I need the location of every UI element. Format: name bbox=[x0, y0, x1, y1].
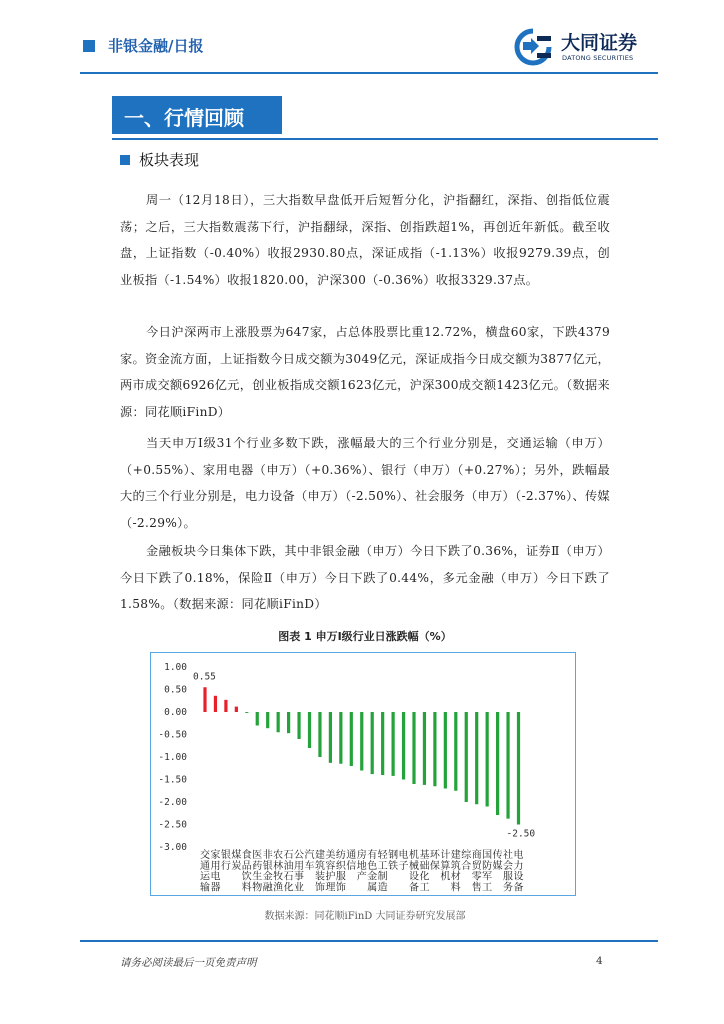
x-tick-label: 房地产 bbox=[356, 850, 367, 883]
bar-7 bbox=[266, 712, 269, 728]
x-tick-label: 机械设备 bbox=[409, 850, 419, 894]
bar-23 bbox=[433, 712, 436, 786]
bar-31 bbox=[517, 712, 520, 825]
data-label: 0.55 bbox=[193, 671, 216, 683]
x-tick-label: 石油石化 bbox=[283, 850, 294, 894]
y-tick-label: -0.50 bbox=[158, 729, 187, 741]
x-tick-label: 建筑材料 bbox=[450, 850, 461, 894]
bar-14 bbox=[339, 712, 342, 764]
subsection-square-icon bbox=[120, 155, 130, 165]
x-tick-label: 通信 bbox=[346, 850, 357, 872]
bar-22 bbox=[423, 712, 426, 785]
y-tick-label: -1.50 bbox=[158, 774, 187, 786]
bar-25 bbox=[454, 712, 457, 791]
bar-2 bbox=[214, 696, 217, 712]
x-tick-label: 综合 bbox=[461, 850, 472, 872]
header-square-icon bbox=[83, 40, 95, 52]
x-tick-label: 家用电器 bbox=[210, 850, 221, 894]
y-tick-label: 0.00 bbox=[164, 707, 187, 718]
bar-1 bbox=[203, 687, 206, 712]
x-tick-label: 基础化工 bbox=[419, 850, 430, 894]
footer-divider bbox=[80, 940, 658, 942]
y-tick-label: 0.50 bbox=[164, 684, 187, 696]
subsection-title: 板块表现 bbox=[139, 151, 200, 169]
industry-change-chart bbox=[150, 652, 576, 896]
x-tick-label: 建筑装饰 bbox=[314, 850, 325, 894]
x-tick-label: 传媒 bbox=[492, 850, 503, 872]
figure-title: 图表 1 申万Ⅰ级行业日涨跌幅（%） bbox=[278, 630, 452, 643]
x-tick-label: 交通运输 bbox=[200, 850, 210, 894]
bar-18 bbox=[381, 712, 384, 775]
bar-11 bbox=[308, 712, 311, 748]
x-tick-label: 银行 bbox=[220, 850, 231, 872]
x-tick-label: 非银金融 bbox=[262, 850, 273, 894]
x-tick-label: 美容护理 bbox=[325, 850, 336, 894]
x-tick-label: 社会服务 bbox=[503, 850, 514, 894]
bar-27 bbox=[475, 712, 478, 804]
bar-30 bbox=[506, 712, 509, 819]
data-label: -2.50 bbox=[506, 828, 536, 840]
bar-26 bbox=[465, 712, 468, 802]
x-tick-label: 计算机 bbox=[440, 850, 451, 883]
y-tick-label: -3.00 bbox=[158, 842, 187, 853]
paragraph-financial-sector: 金融板块今日集体下跌，其中非银金融（申万）今日下跌了0.36%，证券Ⅱ（申万）今日下跌了0.18%，保险Ⅱ（申万）今日下跌了0.44%，多元金融（申万）今日下跌了1.58%。（数据来源：同花顺iFinD） bbox=[120, 544, 610, 612]
bar-9 bbox=[287, 712, 290, 733]
bar-6 bbox=[256, 712, 259, 726]
bar-8 bbox=[277, 712, 280, 732]
y-tick-label: 1.00 bbox=[164, 662, 187, 673]
y-tick-label: -2.50 bbox=[158, 819, 187, 831]
x-tick-label: 医药生物 bbox=[252, 850, 263, 894]
bar-3 bbox=[224, 700, 227, 712]
bar-10 bbox=[297, 712, 300, 739]
paragraph-industry-moves: 当天申万Ⅰ级31个行业多数下跌，涨幅最大的三个行业分别是，交通运输（申万）（+0.55%）、家用电器（申万）（+0.36%）、银行（申万）（+0.27%）；另外，跌幅最大的三个行业分别是，电力设备（申万）（-2.50%）、社会服务（申万）（-2.37%）、传媒（-2.29%）。 bbox=[120, 436, 610, 530]
y-tick-label: -1.00 bbox=[158, 752, 187, 763]
section-divider bbox=[112, 138, 658, 140]
brand-logo bbox=[511, 26, 661, 68]
figure-source: 数据来源：同花顺iFinD 大同证券研究发展部 bbox=[264, 911, 466, 922]
bar-13 bbox=[329, 712, 332, 763]
x-tick-label: 农林牧渔 bbox=[273, 850, 284, 894]
header-divider bbox=[80, 72, 658, 74]
x-tick-label: 有色金属 bbox=[367, 850, 378, 894]
page-number: 4 bbox=[596, 955, 603, 967]
report-category: 非银金融/日报 bbox=[108, 37, 204, 55]
footer-disclaimer: 请务必阅读最后一页免责声明 bbox=[120, 957, 257, 969]
bar-19 bbox=[392, 712, 395, 776]
x-tick-label: 煤炭 bbox=[231, 850, 242, 872]
section-title: 一、行情回顾 bbox=[124, 106, 244, 130]
chart-canvas bbox=[151, 653, 575, 895]
brand-name: 大同证券 bbox=[561, 32, 638, 54]
paragraph-breadth-turnover: 今日沪深两市上涨股票为647家，占总体股票比重12.72%，横盘60家，下跌4379家。资金流方面，上证指数今日成交额为3049亿元，深证成指今日成交额为3877亿元，两市成交额6926亿元，创业板指成交额1623亿元，沪深300成交额1423亿元。（数据来源：同花顺iFinD） bbox=[120, 325, 610, 419]
x-tick-label: 商贸零售 bbox=[471, 850, 482, 894]
bar-12 bbox=[318, 712, 321, 757]
x-tick-label: 纺织服饰 bbox=[335, 850, 346, 894]
x-tick-label: 公用事业 bbox=[294, 850, 305, 894]
bar-17 bbox=[371, 712, 374, 774]
x-tick-label: 食品饮料 bbox=[241, 850, 252, 894]
bar-15 bbox=[350, 712, 353, 766]
bar-5 bbox=[245, 712, 248, 713]
x-tick-label: 国防军工 bbox=[482, 850, 493, 894]
x-tick-label: 电子 bbox=[398, 850, 409, 872]
bar-24 bbox=[444, 712, 447, 789]
bar-21 bbox=[412, 712, 415, 784]
brand-subtitle: DATONG SECURITIES bbox=[562, 54, 634, 62]
bar-16 bbox=[360, 712, 363, 771]
bar-28 bbox=[486, 712, 489, 807]
x-tick-label: 汽车 bbox=[304, 850, 315, 872]
paragraph-market-summary: 周一（12月18日），三大指数早盘低开后短暂分化，沪指翻红，深指、创指低位震荡；之后，三大指数震荡下行，沪指翻绿，深指、创指跌超1%，再创近年新低。截至收盘，上证指数（-0.40%）收报2930.80点，深证成指（-1.13%）收报9279.39点，创业板指（-1.54%）收报1820.00，沪深300（-0.36%）收报3329.37点。 bbox=[120, 193, 610, 287]
bar-20 bbox=[402, 712, 405, 780]
y-tick-label: -2.00 bbox=[158, 797, 187, 808]
x-tick-label: 轻工制造 bbox=[377, 850, 388, 894]
bar-4 bbox=[235, 707, 238, 712]
x-tick-label: 电力设备 bbox=[513, 850, 524, 894]
x-tick-label: 环保 bbox=[429, 850, 440, 872]
logo-mark-icon bbox=[511, 28, 555, 66]
bar-29 bbox=[496, 712, 499, 815]
x-tick-label: 钢铁 bbox=[388, 850, 399, 872]
